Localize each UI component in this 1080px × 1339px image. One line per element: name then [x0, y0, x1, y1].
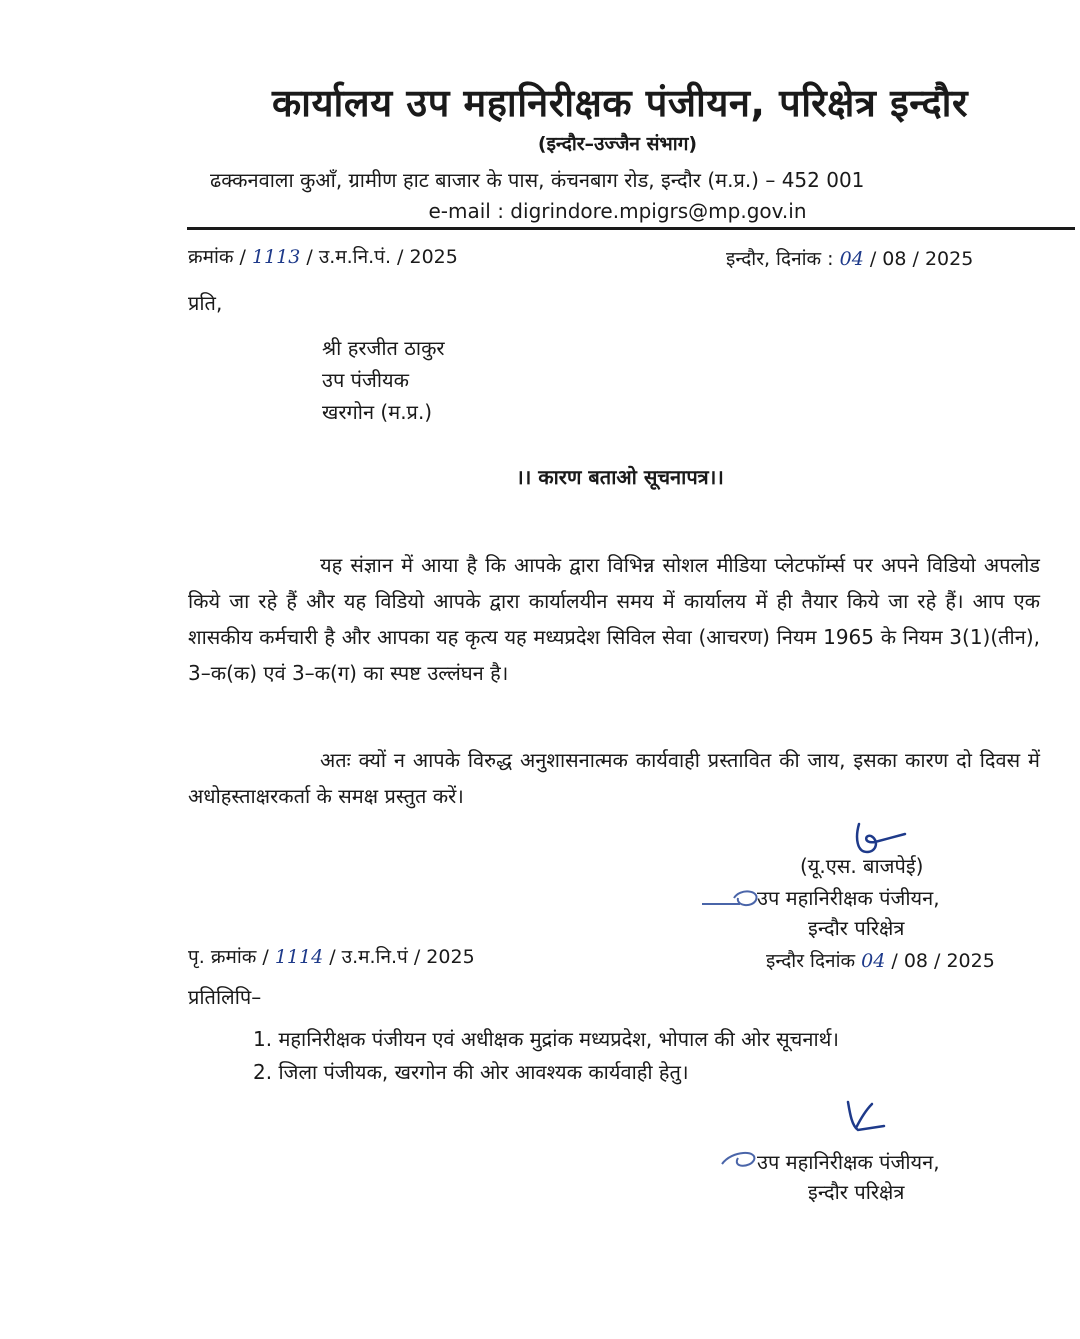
signatory-designation: उप महानिरीक्षक पंजीयन, [757, 886, 940, 910]
copy-signatory-designation: उप महानिरीक्षक पंजीयन, [757, 1150, 940, 1174]
body-paragraph-2: अतः क्यों न आपके विरुद्ध अनुशासनात्मक कार्यवाही प्रस्तावित की जाय, इसका कारण दो दिवस में अधोहस्ताक्षरकर्ता के समक्ष प्रस्तुत करें। [188, 748, 1040, 808]
copy-date-rest: / 08 / 2025 [891, 950, 995, 972]
office-email: e-mail : digrindore.mpigrs@mp.gov.in [428, 199, 807, 223]
signatory-name: (यू.एस. बाजपेई) [800, 854, 924, 878]
recipient-name: श्री हरजीत ठाकुर [322, 336, 445, 360]
copy-date-handwritten-day: 04 [861, 950, 886, 972]
subject-heading: ।। कारण बताओ सूचनापत्र।। [516, 465, 724, 489]
signatory-office: इन्दौर परिक्षेत्र [808, 916, 905, 940]
copy-reference-prefix: पृ. क्रमांक / [188, 946, 269, 968]
copy-to-label: प्रतिलिपि– [188, 985, 262, 1009]
date-prefix: इन्दौर, दिनांक : [726, 248, 834, 270]
copy-date-prefix: इन्दौर दिनांक [766, 950, 856, 972]
recipient-designation: उप पंजीयक [322, 368, 410, 392]
reference-date [726, 245, 973, 271]
date-handwritten-day: 04 [839, 248, 864, 270]
office-title: कार्यालय उप महानिरीक्षक पंजीयन, परिक्षेत्र इन्दौर [271, 81, 969, 125]
division-subtitle: (इन्दौर–उज्जैन संभाग) [537, 133, 698, 155]
copy-to-item: 1. महानिरीक्षक पंजीयन एवं अधीक्षक मुद्रांक मध्यप्रदेश, भोपाल की ओर सूचनार्थ। [253, 1027, 840, 1051]
reference-number [188, 243, 458, 269]
signature-scribble-2 [838, 1098, 898, 1138]
copy-signatory-office: इन्दौर परिक्षेत्र [808, 1180, 905, 1204]
office-address: ढक्कनवाला कुआँ, ग्रामीण हाट बाजार के पास, कंचनबाग रोड, इन्दौर (म.प्र.) – 452 001 [210, 168, 865, 192]
to-label: प्रति, [188, 291, 223, 315]
recipient-place: खरगोन (म.प्र.) [322, 400, 433, 424]
reference-suffix: / उ.म.नि.पं. / 2025 [306, 246, 458, 268]
copy-to-item: 2. जिला पंजीयक, खरगोन की ओर आवश्यक कार्यवाही हेतु। [253, 1060, 689, 1084]
reference-handwritten-number: 1113 [251, 246, 301, 268]
copy-reference-suffix: / उ.म.नि.पं / 2025 [329, 946, 475, 968]
copy-reference-number [188, 943, 475, 969]
copy-reference-date [766, 947, 995, 973]
reference-prefix: क्रमांक / [188, 246, 246, 268]
body-paragraph-1: यह संज्ञान में आया है कि आपके द्वारा विभिन्न सोशल मीडिया प्लेटफॉर्म्स पर अपने विडियो अपलोड किये जा रहे हैं और यह विडियो आपके द्वारा कार्यालयीन समय में कार्यालय में ही तैयार किये जा रहे हैं। आप एक शासकीय कर्मचारी है और आपका यह कृत्य यह मध्यप्रदेश सिविल सेवा (आचरण) नियम 1965 के नियम 3(1)(तीन), 3–क(क) एवं 3–क(ग) का स्पष्ट उल्लंघन है। [188, 553, 1040, 685]
date-rest: / 08 / 2025 [869, 248, 974, 270]
copy-reference-handwritten-number: 1114 [274, 946, 324, 968]
header-divider [187, 227, 1075, 230]
